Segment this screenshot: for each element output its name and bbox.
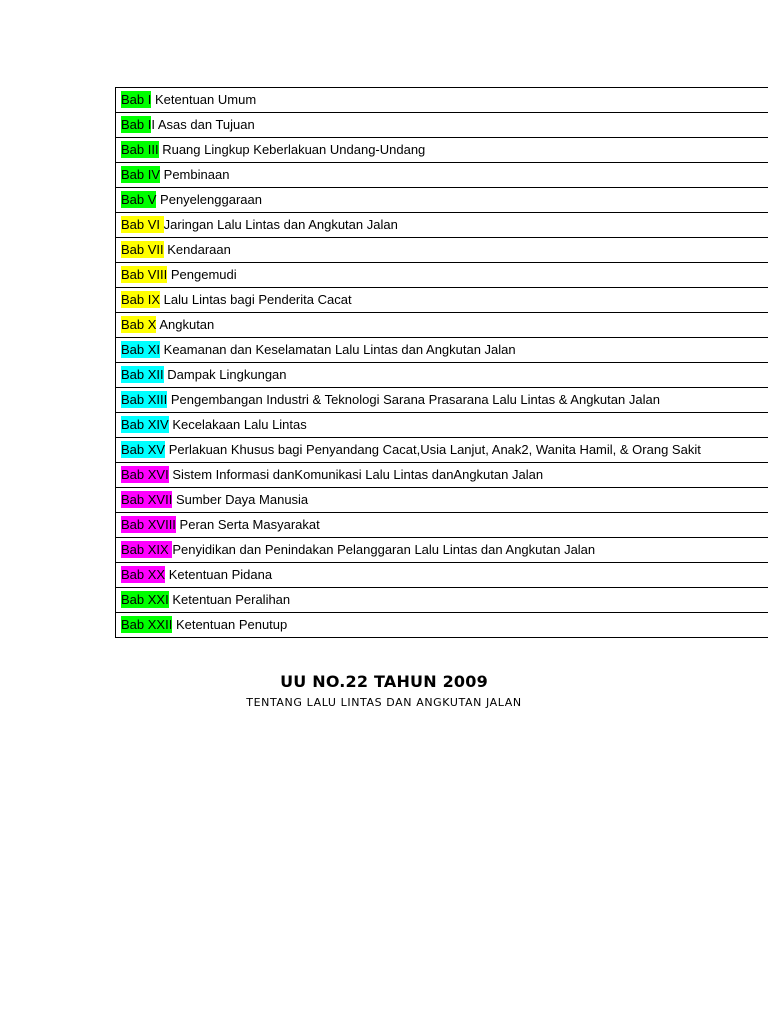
chapter-title: I Asas dan Tujuan	[151, 117, 255, 132]
chapter-cell	[116, 238, 768, 263]
chapter-title: Ketentuan Penutup	[175, 617, 288, 632]
chapter-title: Sumber Daya Manusia	[175, 492, 309, 507]
chapter-number-highlight: Bab VIII	[121, 267, 168, 282]
chapter-cell	[116, 463, 768, 488]
chapter-number-highlight: Bab XXII	[121, 617, 173, 632]
chapter-cell	[116, 288, 768, 313]
chapter-number-highlight: Bab XVI	[121, 467, 169, 482]
chapter-cell	[116, 338, 768, 363]
chapter-cell	[116, 138, 768, 163]
chapter-number-highlight: Bab XV	[121, 442, 166, 457]
chapter-number-highlight: Bab IX	[121, 292, 161, 307]
chapter-row	[116, 388, 768, 413]
chapter-cell	[116, 363, 768, 388]
chapter-number-highlight: Bab XIV	[121, 417, 169, 432]
chapter-row	[116, 613, 768, 638]
chapter-number-highlight: Bab XI	[121, 342, 161, 357]
chapter-cell	[116, 188, 768, 213]
chapter-cell	[116, 113, 768, 138]
chapter-title: Ketentuan Peralihan	[172, 592, 291, 607]
chapter-row	[116, 438, 768, 463]
chapter-number-highlight: Bab III	[121, 142, 159, 157]
chapter-number-highlight: Bab XVII	[121, 492, 173, 507]
chapter-row	[116, 513, 768, 538]
chapter-cell	[116, 438, 768, 463]
chapter-row	[116, 213, 768, 238]
chapter-title: Pengembangan Industri & Teknologi Sarana Prasarana Lalu Lintas & Angkutan Jalan	[170, 392, 660, 407]
document-subtitle: TENTANG LALU LINTAS DAN ANGKUTAN JALAN	[246, 696, 522, 709]
chapter-cell	[116, 613, 768, 638]
chapter-row	[116, 263, 768, 288]
chapter-cell	[116, 563, 768, 588]
chapter-number-highlight: Bab XIX	[121, 542, 173, 557]
chapter-number-highlight: Bab XII	[121, 367, 164, 382]
chapter-cell	[116, 263, 768, 288]
chapter-cell	[116, 538, 768, 563]
chapter-title: Keamanan dan Keselamatan Lalu Lintas dan Angkutan Jalan	[163, 342, 516, 357]
chapter-title: Sistem Informasi danKomunikasi Lalu Lintas danAngkutan Jalan	[172, 467, 544, 482]
chapter-title: Ketentuan Pidana	[168, 567, 273, 582]
chapter-number-highlight: Bab XX	[121, 567, 166, 582]
chapter-title: Pembinaan	[163, 167, 230, 182]
chapter-number-highlight: Bab VII	[121, 242, 164, 257]
chapter-title: Perlakuan Khusus bagi Penyandang Cacat,Usia Lanjut, Anak2, Wanita Hamil, & Orang Sakit	[168, 442, 701, 457]
chapter-number-highlight: Bab I	[121, 117, 152, 132]
chapter-title: Lalu Lintas bagi Penderita Cacat	[163, 292, 352, 307]
chapter-cell	[116, 388, 768, 413]
chapter-row	[116, 163, 768, 188]
chapter-number-highlight: Bab XXI	[121, 592, 169, 607]
chapter-row	[116, 113, 768, 138]
chapter-title: Kecelakaan Lalu Lintas	[172, 417, 307, 432]
chapter-cell	[116, 588, 768, 613]
chapter-row	[116, 413, 768, 438]
chapter-number-highlight: Bab XIII	[121, 392, 168, 407]
chapter-row	[116, 488, 768, 513]
chapter-cell	[116, 213, 768, 238]
chapter-cell	[116, 513, 768, 538]
chapter-title: Ruang Lingkup Keberlakuan Undang-Undang	[162, 142, 426, 157]
chapter-row	[116, 288, 768, 313]
chapter-number-highlight: Bab VI	[121, 217, 164, 232]
chapter-title: Peran Serta Masyarakat	[179, 517, 320, 532]
chapter-number-highlight: Bab V	[121, 192, 157, 207]
chapter-title: Jaringan Lalu Lintas dan Angkutan Jalan	[163, 217, 398, 232]
chapter-title: Ketentuan Umum	[154, 92, 257, 107]
chapter-table	[115, 87, 768, 638]
chapter-row	[116, 338, 768, 363]
chapter-cell	[116, 488, 768, 513]
chapter-row	[116, 238, 768, 263]
chapter-row	[116, 88, 768, 113]
chapter-title: Pengemudi	[170, 267, 237, 282]
chapter-number-highlight: Bab I	[121, 92, 152, 107]
document-title: UU NO.22 TAHUN 2009	[280, 672, 488, 691]
chapter-title: Penyelenggaraan	[160, 192, 262, 207]
chapter-cell	[116, 413, 768, 438]
chapter-number-highlight: Bab X	[121, 317, 157, 332]
chapter-list	[116, 88, 768, 638]
chapter-title: Kendaraan	[167, 242, 231, 257]
chapter-row	[116, 563, 768, 588]
chapter-cell	[116, 313, 768, 338]
chapter-row	[116, 363, 768, 388]
chapter-number-highlight: Bab IV	[121, 167, 161, 182]
chapter-row	[116, 588, 768, 613]
chapter-row	[116, 538, 768, 563]
chapter-row	[116, 313, 768, 338]
chapter-title: Penyidikan dan Penindakan Pelanggaran Lalu Lintas dan Angkutan Jalan	[172, 542, 596, 557]
chapter-title: Dampak Lingkungan	[167, 367, 287, 382]
chapter-number-highlight: Bab XVIII	[121, 517, 176, 532]
chapter-row	[116, 463, 768, 488]
chapter-cell	[116, 163, 768, 188]
chapter-title: Angkutan	[159, 317, 215, 332]
chapter-cell	[116, 88, 768, 113]
chapter-row	[116, 138, 768, 163]
chapter-row	[116, 188, 768, 213]
